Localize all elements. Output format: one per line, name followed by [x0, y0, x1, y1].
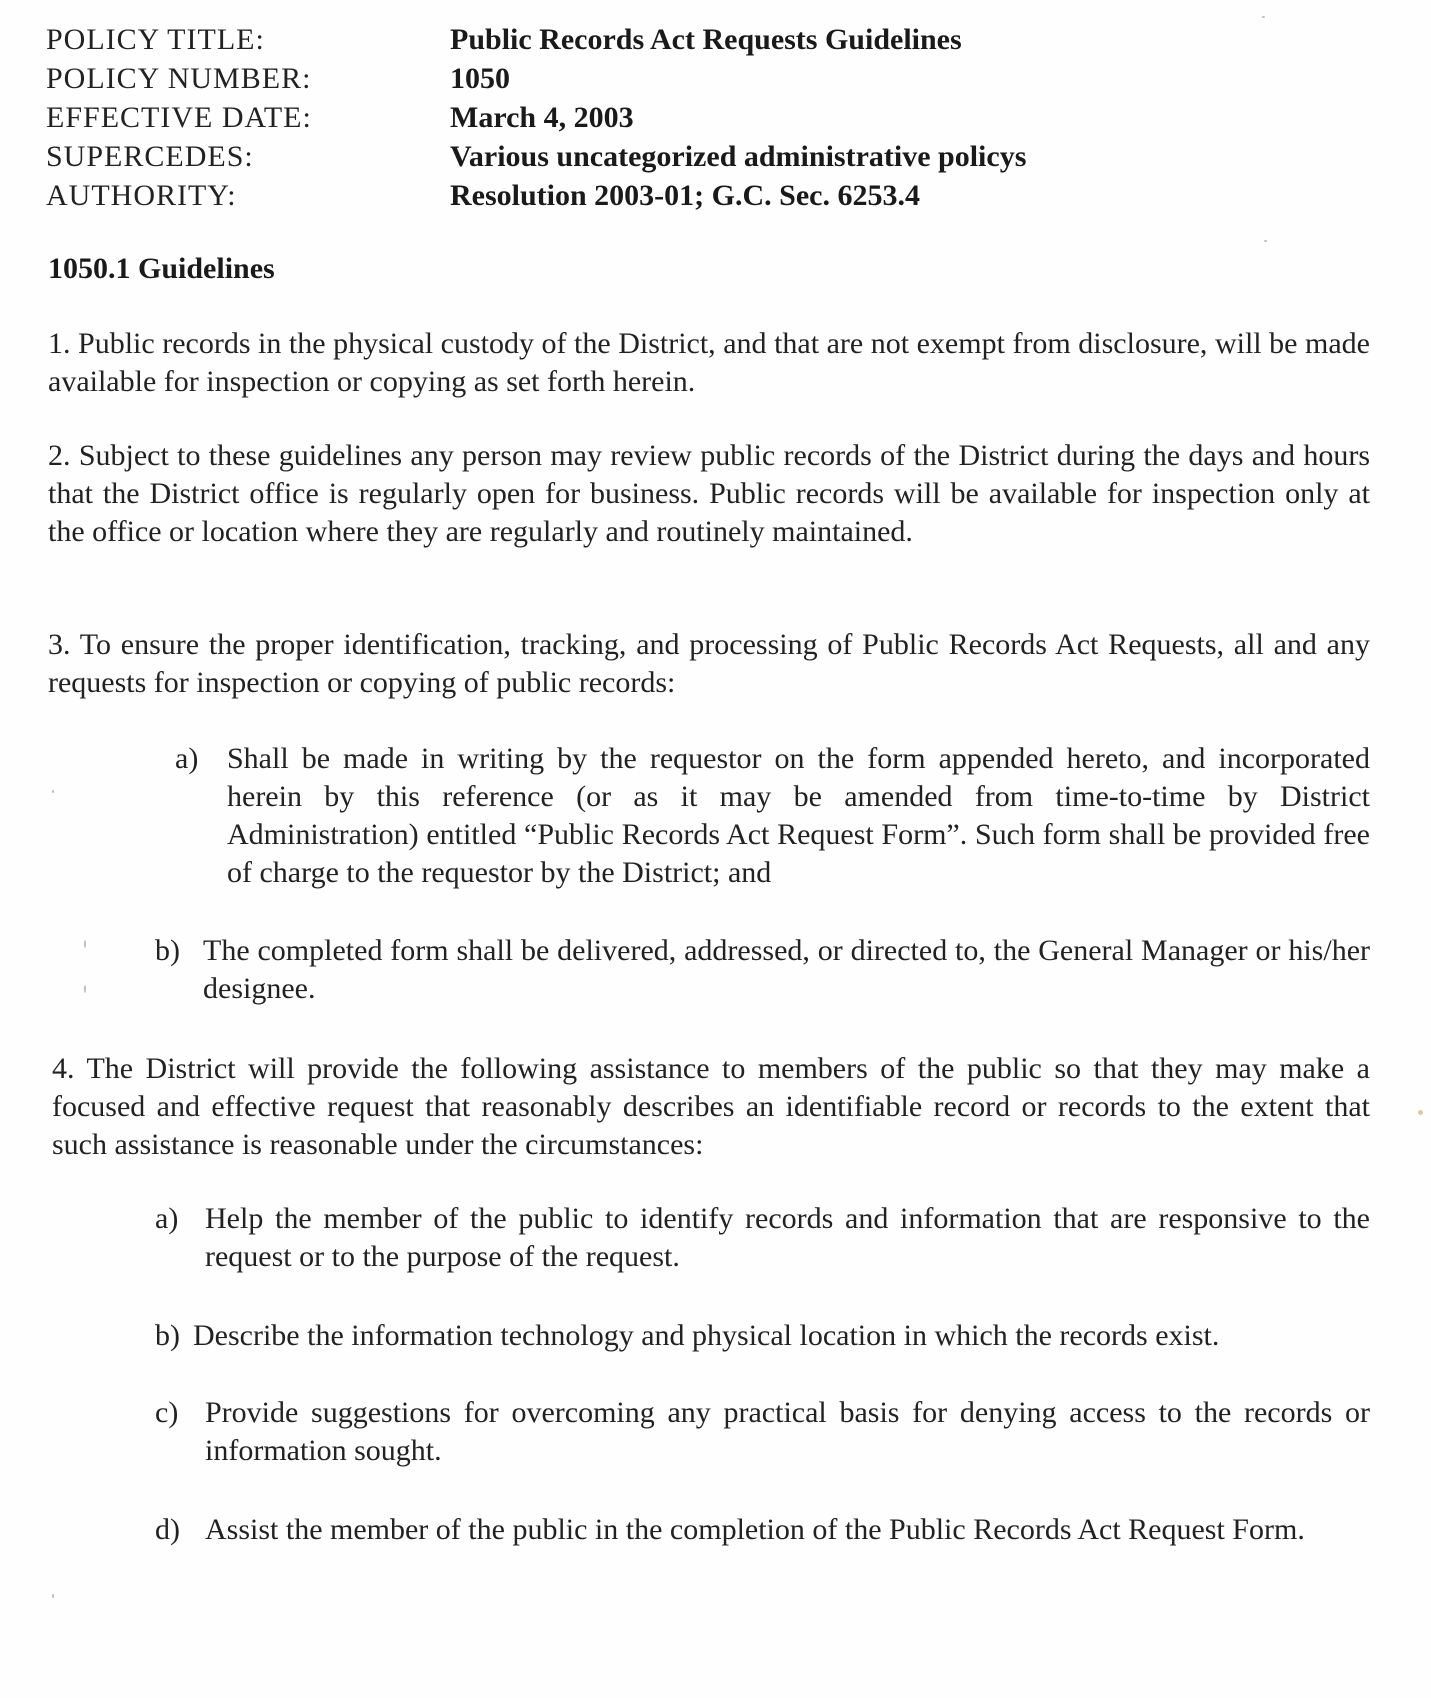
scan-speck	[1262, 16, 1265, 18]
header-row-effective-date	[46, 98, 1246, 137]
scan-speck	[52, 1594, 54, 1598]
header-row-number	[46, 59, 1246, 98]
paragraph-4: 4. The District will provide the following assistance to members of the public so that they may make a focused and effective request that reasonably describes an identifiable record or records to the extent that such assistance is reasonable under the circumstances:	[52, 1052, 1370, 1161]
item-text: Help the member of the public to identify records and information that are responsive to the request or to the purpose of the request.	[205, 1202, 1370, 1273]
policy-number-label: POLICY NUMBER:	[46, 61, 312, 95]
scan-speck	[84, 985, 86, 993]
item-marker: d)	[155, 1513, 180, 1546]
scan-speck	[52, 790, 54, 793]
item-marker: a)	[175, 742, 199, 775]
paragraph-1: 1. Public records in the physical custody of the District, and that are not exempt from disclosure, will be made available for inspection or copying as set forth herein.	[48, 327, 1370, 398]
policy-header	[46, 20, 1246, 215]
section-title: 1050.1 Guidelines	[48, 252, 275, 285]
item-text: Shall be made in writing by the requestor on the form appended hereto, and incorporated herein by this reference (or as it may be amended from time-to-time by District Administration) entitled “Public Records Act Request Form”. Such form shall be provided free of charge to the requestor by the District; and	[227, 742, 1370, 889]
scan-speck	[1264, 240, 1267, 242]
scan-speck	[1418, 1110, 1423, 1115]
paragraph-3-item-a	[175, 740, 1370, 892]
item-text: The completed form shall be delivered, addressed, or directed to, the General Manager or his/her designee.	[203, 934, 1370, 1005]
scan-speck	[84, 940, 86, 948]
item-marker: a)	[155, 1202, 179, 1235]
policy-title-label: POLICY TITLE:	[46, 22, 265, 56]
effective-date-label: EFFECTIVE DATE:	[46, 100, 312, 134]
item-text: Describe the information technology and physical location in which the records exist.	[193, 1319, 1220, 1352]
supercedes-value: Various uncategorized administrative policys	[450, 139, 1027, 173]
paragraph-4-item-c	[155, 1394, 1370, 1470]
authority-label: AUTHORITY:	[46, 178, 237, 212]
paragraph-3: 3. To ensure the proper identification, tracking, and processing of Public Records Act Requests, all and any requests for inspection or copying of public records:	[48, 628, 1370, 699]
header-row-supercedes	[46, 137, 1246, 176]
paragraph-4-item-a	[155, 1200, 1370, 1276]
policy-title-value: Public Records Act Requests Guidelines	[450, 22, 962, 56]
paragraph-4-item-b	[155, 1317, 1370, 1355]
authority-value: Resolution 2003-01; G.C. Sec. 6253.4	[450, 178, 920, 212]
paragraph-2: 2. Subject to these guidelines any person may review public records of the District during the days and hours that the District office is regularly open for business. Public records will be available for inspection only at the office or location where they are regularly and routinely maintained.	[48, 439, 1370, 548]
paragraph-3-item-b	[155, 932, 1370, 1008]
item-text: Assist the member of the public in the completion of the Public Records Act Request Form.	[205, 1513, 1305, 1546]
supercedes-label: SUPERCEDES:	[46, 139, 254, 173]
header-row-title	[46, 20, 1246, 59]
paragraph-4-item-d	[155, 1511, 1370, 1549]
policy-number-value: 1050	[450, 61, 510, 95]
item-text: Provide suggestions for overcoming any practical basis for denying access to the records or information sought.	[205, 1396, 1370, 1467]
item-marker: b)	[155, 934, 180, 967]
effective-date-value: March 4, 2003	[450, 100, 634, 134]
header-row-authority	[46, 176, 1246, 215]
item-marker: b)	[155, 1319, 180, 1352]
item-marker: c)	[155, 1396, 179, 1429]
